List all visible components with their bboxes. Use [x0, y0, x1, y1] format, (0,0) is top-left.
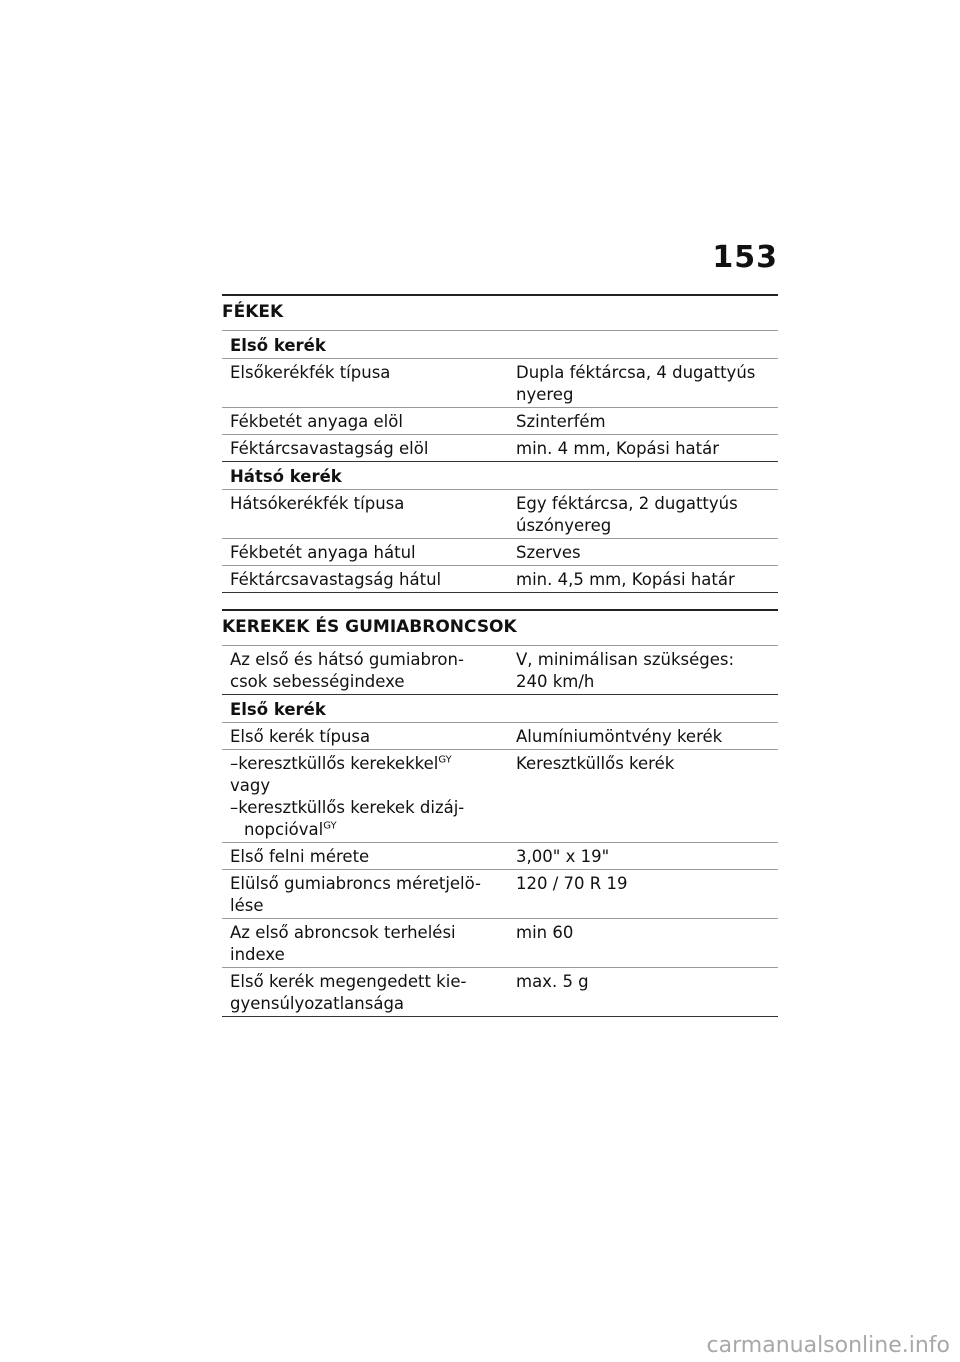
- wheels-section-title: KEREKEK ÉS GUMIABRONCSOK: [222, 609, 778, 645]
- spoke-options-cell: [222, 750, 508, 843]
- row-value: Egy féktárcsa, 2 dugattyús úszónyereg: [508, 490, 778, 539]
- row-label: Fékbetét anyaga elöl: [222, 408, 508, 435]
- front-wheel-subheader: Első kerék: [222, 695, 778, 723]
- row-value: V, minimálisan szükséges: 240 km/h: [508, 646, 778, 695]
- or-text: vagy: [230, 776, 271, 795]
- table-row: [222, 968, 778, 1017]
- brakes-section-title: FÉKEK: [222, 294, 778, 330]
- row-value: Alumíniumöntvény kerék: [508, 723, 778, 750]
- table-row: [222, 539, 778, 566]
- spec-content: [222, 294, 778, 1017]
- country-code-superscript: GY: [438, 754, 452, 766]
- row-value: Szinterfém: [508, 408, 778, 435]
- row-label: Az első és hátsó gumiabron-csok sebességindexe: [222, 646, 508, 695]
- table-row: [222, 919, 778, 968]
- table-row: [222, 490, 778, 539]
- table-row: [222, 462, 778, 490]
- table-row: [222, 359, 778, 408]
- table-row: [222, 408, 778, 435]
- front-wheel-subheader: Első kerék: [222, 331, 778, 359]
- watermark: carmanualsonline.info: [706, 1333, 950, 1358]
- row-label: Az első abroncsok terhelési indexe: [222, 919, 508, 968]
- row-value: 120 / 70 R 19: [508, 870, 778, 919]
- row-value: 3,00" x 19": [508, 843, 778, 870]
- table-row: [222, 566, 778, 593]
- row-label: Elsőkerékfék típusa: [222, 359, 508, 408]
- row-value: min. 4 mm, Kopási határ: [508, 435, 778, 462]
- table-row: [222, 750, 778, 843]
- row-value: Dupla féktárcsa, 4 dugattyús nyereg: [508, 359, 778, 408]
- row-label: Elülső gumiabroncs méretjelö-lése: [222, 870, 508, 919]
- table-row: [222, 435, 778, 462]
- table-row: [222, 646, 778, 695]
- spoke-option-2-text: –keresztküllős kerekek dizáj-nopcióval: [230, 798, 465, 839]
- spoke-option-1: [230, 753, 500, 775]
- table-row: [222, 843, 778, 870]
- row-label: Féktárcsavastagság elöl: [222, 435, 508, 462]
- spoke-option-2: [230, 797, 500, 841]
- brakes-table: [222, 330, 778, 593]
- wheels-table: [222, 645, 778, 1017]
- table-row: [222, 723, 778, 750]
- row-value: min 60: [508, 919, 778, 968]
- table-row: [222, 331, 778, 359]
- row-label: Első kerék típusa: [222, 723, 508, 750]
- spoke-option-1-text: –keresztküllős kerekekkel: [230, 754, 439, 773]
- rear-wheel-subheader: Hátsó kerék: [222, 462, 778, 490]
- country-code-superscript: GY: [323, 820, 337, 832]
- table-row: [222, 870, 778, 919]
- row-value: Keresztküllős kerék: [508, 750, 778, 843]
- table-row: [222, 695, 778, 723]
- row-label: Féktárcsavastagság hátul: [222, 566, 508, 593]
- row-value: min. 4,5 mm, Kopási határ: [508, 566, 778, 593]
- row-label: Hátsókerékfék típusa: [222, 490, 508, 539]
- row-value: Szerves: [508, 539, 778, 566]
- row-label: Első felni mérete: [222, 843, 508, 870]
- page-number: 153: [712, 240, 778, 275]
- row-label: Első kerék megengedett kie-gyensúlyozatlansága: [222, 968, 508, 1017]
- row-value: max. 5 g: [508, 968, 778, 1017]
- row-label: Fékbetét anyaga hátul: [222, 539, 508, 566]
